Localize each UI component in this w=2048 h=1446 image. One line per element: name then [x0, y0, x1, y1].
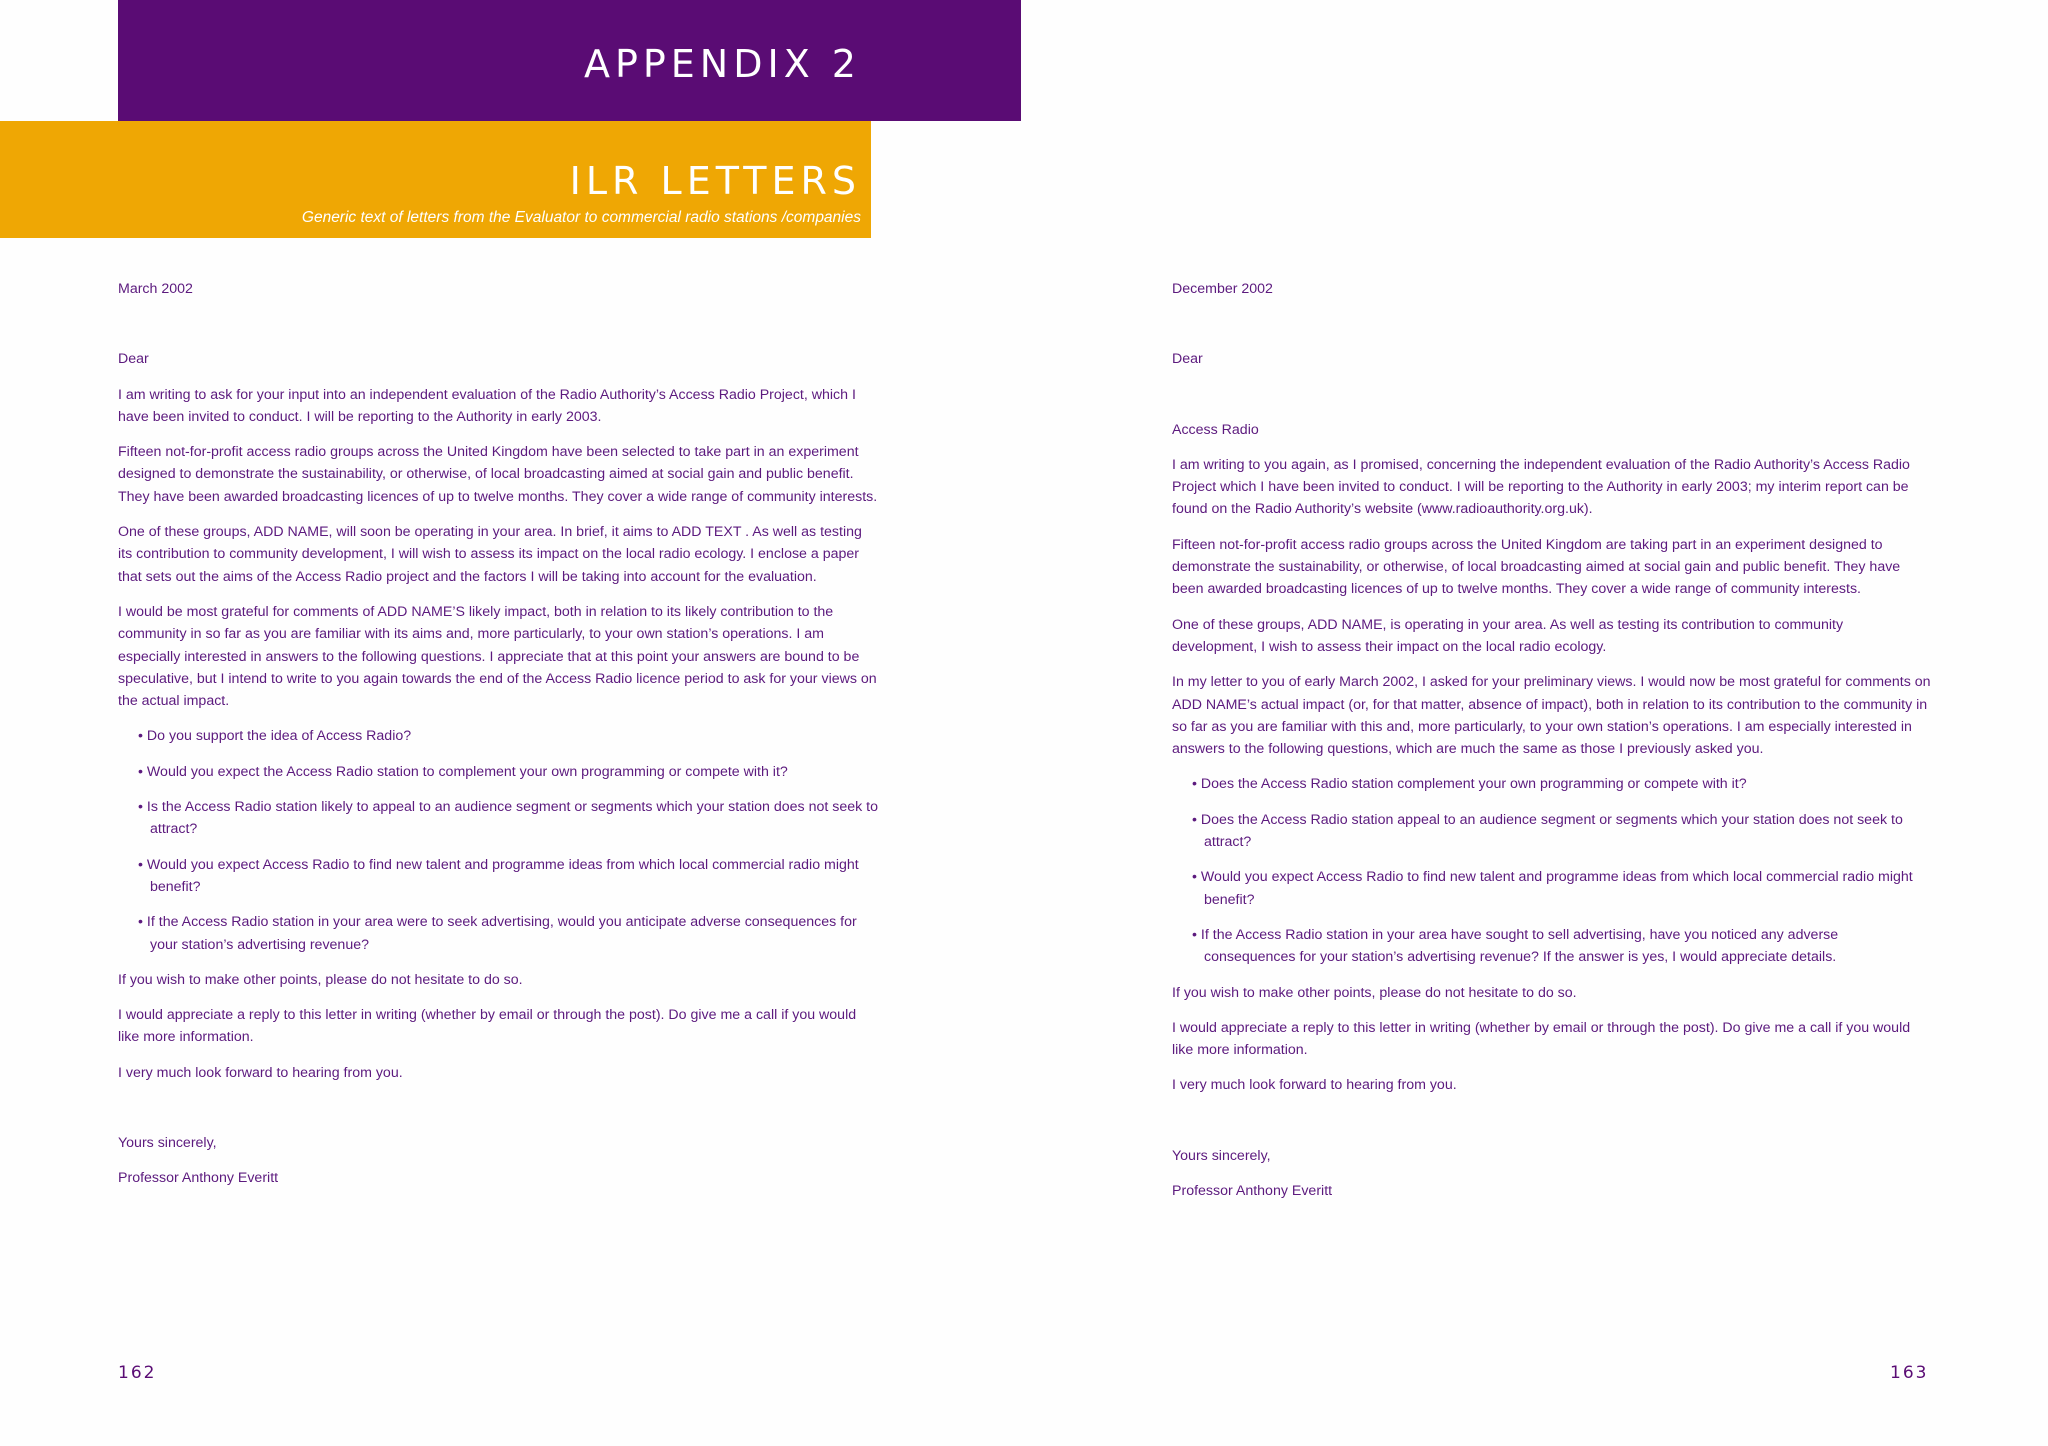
letter-march-2002: [118, 278, 878, 1203]
letter-subject: Access Radio: [1172, 421, 1259, 438]
signature: Professor Anthony Everitt: [118, 1170, 279, 1187]
question-item: • Does the Access Radio station complement your own programming or compete with it?: [1192, 773, 1932, 795]
question-list: [118, 725, 878, 955]
paragraph: One of these groups, ADD NAME, is operating in your area. As well as testing its contribution to community development, I wish to assess their impact on the local radio ecology.: [1172, 616, 1844, 655]
appendix-title: APPENDIX 2: [583, 42, 861, 86]
paragraph: I would appreciate a reply to this letter in writing (whether by email or through the post). Do give me a call if you would like more information.: [118, 1007, 857, 1046]
question-item: • Do you support the idea of Access Radio?: [138, 725, 878, 747]
question-item: • Would you expect Access Radio to find new talent and programme ideas from which local commercial radio might benefit?: [1192, 866, 1932, 911]
page-number-left: 162: [118, 1363, 157, 1383]
signature: Professor Anthony Everitt: [1172, 1183, 1333, 1200]
section-title: ILR LETTERS: [569, 159, 861, 203]
letter-date: March 2002: [118, 281, 193, 297]
question-list: [1172, 773, 1932, 968]
paragraph: I would be most grateful for comments of ADD NAME’S likely impact, both in relation to its likely contribution to the community in so far as you are familiar with its aims and, more particularly, to your own station’s operations. I am especially interested in answers to the following questions. I appreciate that at this point your answers are bound to be speculative, but I intend to write to you again towards the end of the Access Radio licence period to ask for your views on the actual impact.: [118, 603, 877, 710]
page-number-right: 163: [1890, 1363, 1929, 1383]
paragraph: In my letter to you of early March 2002, I asked for your preliminary views. I would now be most grateful for comments on ADD NAME’s actual impact (or, for that matter, absence of impact), both in relation to its contribution to the community in so far as you are familiar with this and, more particularly, to your own station’s operations. I am especially interested in answers to the following questions, which are much the same as those I previously asked you.: [1172, 674, 1931, 758]
closing: Yours sincerely,: [1172, 1147, 1271, 1164]
paragraph: If you wish to make other points, please do not hesitate to do so.: [118, 971, 523, 988]
question-item: • If the Access Radio station in your area were to seek advertising, would you anticipate adverse consequences for your station’s advertising revenue?: [138, 911, 878, 956]
paragraph: I very much look forward to hearing from you.: [1172, 1077, 1457, 1094]
closing: Yours sincerely,: [118, 1135, 217, 1152]
appendix-banner: [118, 0, 1021, 121]
question-item: • If the Access Radio station in your area have sought to sell advertising, have you noticed any adverse consequences for your station’s advertising revenue? If the answer is yes, I would appreciate details.: [1192, 924, 1932, 969]
paragraph: If you wish to make other points, please do not hesitate to do so.: [1172, 984, 1577, 1001]
question-item: • Is the Access Radio station likely to appeal to an audience segment or segments which your station does not seek to attract?: [138, 796, 878, 841]
letter-date: December 2002: [1172, 281, 1273, 297]
question-item: • Does the Access Radio station appeal to an audience segment or segments which your station does not seek to attract?: [1192, 809, 1932, 854]
salutation: Dear: [1172, 351, 1203, 368]
section-subtitle: Generic text of letters from the Evaluator to commercial radio stations /companies: [301, 209, 861, 226]
paragraph: I am writing to ask for your input into an independent evaluation of the Radio Authority’s Access Radio Project, which I have been invited to conduct. I will be reporting to the Authority in early 2003.: [118, 386, 856, 425]
paragraph: Fifteen not-for-profit access radio groups across the United Kingdom have been selected to take part in an experiment designed to demonstrate the sustainability, or otherwise, of local broadcasting aimed at social gain and public benefit. They have been awarded broadcasting licences of up to twelve months. They cover a wide range of community interests.: [118, 444, 878, 505]
paragraph: I would appreciate a reply to this letter in writing (whether by email or through the post). Do give me a call if you would like more information.: [1172, 1019, 1911, 1059]
question-item: • Would you expect Access Radio to find new talent and programme ideas from which local commercial radio might benefit?: [138, 854, 878, 899]
question-item: • Would you expect the Access Radio station to complement your own programming or compete with it?: [138, 761, 878, 783]
paragraph: One of these groups, ADD NAME, will soon be operating in your area. In brief, it aims to ADD TEXT . As well as testing its contribution to community development, I will wish to assess its impact on the local radio ecology. I enclose a paper that sets out the aims of the Access Radio project and the factors I will be taking into account for the evaluation.: [118, 524, 862, 585]
paragraph: Fifteen not-for-profit access radio groups across the United Kingdom are taking part in an experiment designed to demonstrate the sustainability, or otherwise, of local broadcasting aimed at social gain and public benefit. They have been awarded broadcasting licences of up to twelve months. They cover a wide range of community interests.: [1172, 536, 1901, 598]
letter-december-2002: [1172, 278, 1932, 1215]
paragraph: I very much look forward to hearing from you.: [118, 1064, 403, 1081]
section-banner: [0, 121, 871, 238]
paragraph: I am writing to you again, as I promised, concerning the independent evaluation of the Radio Authority’s Access Radio Project which I have been invited to conduct. I will be reporting to the Authority in early 2003; my interim report can be found on the Radio Authority’s website (www.radioauthority.org.uk).: [1172, 456, 1910, 518]
salutation: Dear: [118, 351, 149, 368]
